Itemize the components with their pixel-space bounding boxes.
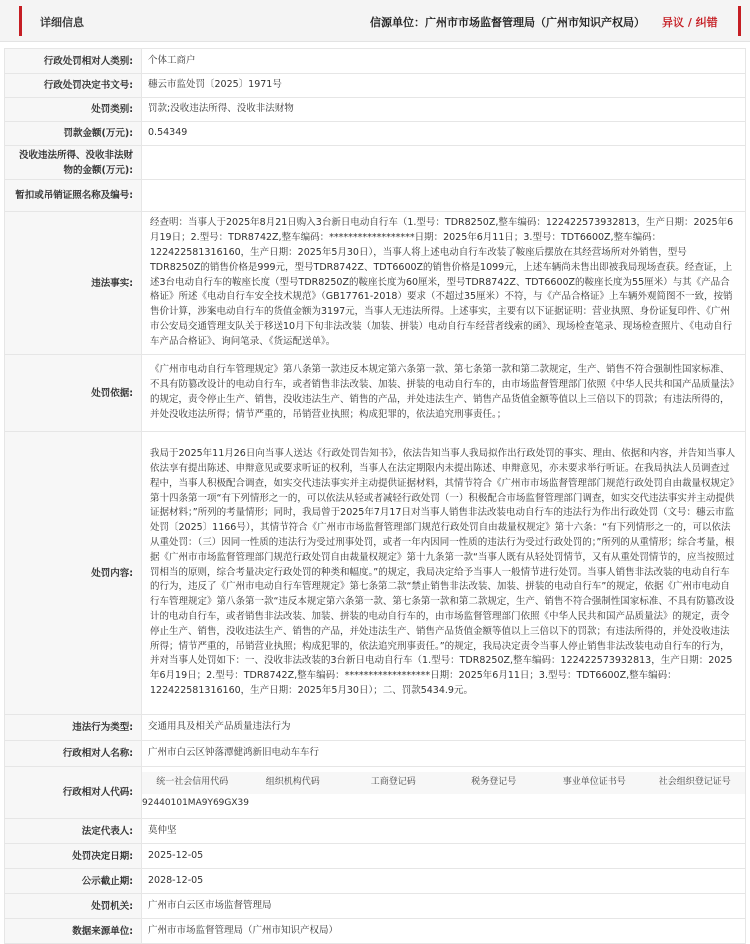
row-penalty-basis: [5, 355, 746, 432]
field-value: 2028-12-05: [142, 869, 746, 894]
field-label: 处罚决定日期:: [5, 844, 142, 869]
field-label: 暂扣或吊销证照名称及编号:: [5, 180, 142, 212]
field-label: 行政相对人代码:: [5, 767, 142, 819]
field-value: 广州市白云区钟落潭健鸿新旧电动车车行: [142, 741, 746, 767]
row-penalty-content: [5, 432, 746, 715]
row-penalty-authority: [5, 894, 746, 919]
field-value: [142, 180, 746, 212]
field-label: 没收违法所得、没收非法财物的金额(万元):: [5, 146, 142, 180]
field-value: 广州市市场监督管理局（广州市知识产权局）: [142, 919, 746, 944]
code-header: 统一社会信用代码: [142, 772, 243, 794]
field-label: 处罚依据:: [5, 355, 142, 432]
field-label: 处罚内容:: [5, 432, 142, 715]
row-data-source: [5, 919, 746, 944]
field-label: 违法行为类型:: [5, 715, 142, 741]
institution-cert-value: [544, 794, 645, 814]
field-value: 经查明：当事人于2025年8月21日购入3台新日电动自行车（1.型号：TDR8250Z,整车编码：122422573932813，生产日期：2025年6月19日；2.型号：TDR8742Z,整车编码：******************日期：2025年6月11日；3.型号：TDT6600Z,整车编码：122422581316160，生产日期：2025年5月30日），当事人将上述电动自行车改装了鞍座后摆放在其经营场所对外销售，型号TDR8250Z的销售价格是999元，型号TDR8742Z、TDT6600Z的销售价格是1099元，上述车辆尚未售出即被我局现场查获。经查证，上述3台电动自行车的鞍座长度（型号TDR8250Z的鞍座长度为60厘米，型号TDR8742Z、TDT6600Z的鞍座长度为55厘米）与其《产品合格证》所述《电动自行车安全技术规范》（GB17761-2018）要求（不超过35厘米）不符，与《产品合格证》上车辆外观简图不一致，按销售价计算，涉案电动自行车的货值金额为3197元，当事人无违法所得。上述事实，主要有以下证据证明：营业执照、身份证复印件、《广州市公安局交通管理支队关于移送10月下旬非法改装（加装、拼装）电动自行车经营者线索的函》、现场检查笔录、现场检查照片、《电动自行车产品合格证》、询问笔录、《货运配送单》。: [142, 212, 746, 355]
row-violation-type: [5, 715, 746, 741]
code-header: 社会组织登记证号: [645, 772, 746, 794]
field-value: 2025-12-05: [142, 844, 746, 869]
field-value: 罚款;没收违法所得、没收非法财物: [142, 98, 746, 122]
field-label: 行政处罚相对人类别:: [5, 49, 142, 74]
code-header: 事业单位证书号: [544, 772, 645, 794]
row-penalty-category: [5, 98, 746, 122]
field-label: 行政相对人名称:: [5, 741, 142, 767]
codes-table: [142, 772, 745, 814]
field-value: 莫仲坚: [142, 819, 746, 844]
field-label: 法定代表人:: [5, 819, 142, 844]
field-label: 处罚类别:: [5, 98, 142, 122]
field-value: 广州市白云区市场监督管理局: [142, 894, 746, 919]
detail-table: [4, 48, 746, 944]
field-value: 《广州市电动自行车管理规定》第八条第一款违反本规定第六条第一款、第七条第一款和第二款规定，生产、销售不符合强制性国家标准、不具有防篡改设计的电动自行车，或者销售非法改装、加装、拼装的电动自行车的，由市场监督管理部门依照《中华人民共和国产品质量法》的规定，责令停止生产、销售，没收违法生产、销售的产品，并处违法生产、销售产品货值金额等值以上三倍以下的罚款；有违法所得的，并处没收违法所得；情节严重的，吊销营业执照；构成犯罪的，依法追究刑事责任。；: [142, 355, 746, 432]
header-issuer: 信源单位：广州市市场监督管理局（广州市知识产权局）: [370, 16, 645, 29]
row-party-codes: [5, 767, 746, 819]
codes-value-row: [142, 794, 745, 814]
report-error-link[interactable]: 异议 / 纠错: [662, 16, 718, 29]
row-license-revocation: [5, 180, 746, 212]
code-header: 税务登记号: [444, 772, 545, 794]
field-label: 违法事实:: [5, 212, 142, 355]
row-party-name: [5, 741, 746, 767]
codes-cell: [142, 767, 746, 819]
org-code-value: [243, 794, 344, 814]
header-title: 详细信息: [40, 16, 84, 29]
header-right-bar: [738, 6, 741, 36]
row-decision-date: [5, 844, 746, 869]
field-label: 公示截止期:: [5, 869, 142, 894]
field-label: 罚款金额(万元):: [5, 122, 142, 146]
field-value: 0.54349: [142, 122, 746, 146]
detail-header: [0, 0, 750, 42]
code-header: 工商登记码: [343, 772, 444, 794]
row-fine-amount: [5, 122, 746, 146]
row-publicity-deadline: [5, 869, 746, 894]
field-value: [142, 146, 746, 180]
social-org-value: [645, 794, 746, 814]
credit-code-value: 92440101MA9Y69GX39: [142, 798, 249, 809]
business-reg-value: [343, 794, 444, 814]
field-label: 数据来源单位:: [5, 919, 142, 944]
row-violation-facts: [5, 212, 746, 355]
row-decision-number: [5, 74, 746, 98]
tax-reg-value: [444, 794, 545, 814]
row-party-category: [5, 49, 746, 74]
codes-header-row: [142, 772, 745, 794]
code-header: 组织机构代码: [243, 772, 344, 794]
row-legal-rep: [5, 819, 746, 844]
field-label: 处罚机关:: [5, 894, 142, 919]
row-confiscation-amount: [5, 146, 746, 180]
field-value: 交通用具及相关产品质量违法行为: [142, 715, 746, 741]
header-accent-bar: [19, 6, 22, 36]
field-label: 行政处罚决定书文号:: [5, 74, 142, 98]
field-value: 个体工商户: [142, 49, 746, 74]
field-value: 我局于2025年11月26日向当事人送达《行政处罚告知书》，依法告知当事人我局拟作出行政处罚的事实、理由、依据和内容，并告知当事人依法享有提出陈述、申辩意见或要求听证的权利，当事人在法定期限内未提出陈述、申辩意见，亦未要求举行听证。在我局执法人员调查过程中，当事人积极配合调查，如实交代违法事实并主动提供证据材料，其情节符合《广州市市场监督管理部门规范行政处罚自由裁量权规定》第十四条第一项“有下列情形之一的，可以依法从轻或者减轻行政处罚（一）积极配合市场监督管理部门调查，如实交代违法事实并主动提供证据材料；”所列的考量情形；同时，我局曾于2025年7月17日对当事人销售非法改装电动自行车的违法行为作出行政处罚（文号：穗云市监处罚〔2025〕1166号），其情节符合《广州市市场监督管理部门规范行政处罚自由裁量权规定》第十六条：“有下列情形之一的，可以依法从重处罚：（三）因同一性质的违法行为受过刑事处罚，或者一年内因同一性质的违法行为受过行政处罚的；”所列的从重情形；综合考量，根据《广州市市场监督管理部门规范行政处罚自由裁量权规定》第十九条第一款“当事人既有从轻处罚情节，又有从重处罚情节的，应当按照过罚相当的原则，综合考量决定行政处罚的种类和幅度。”的规定，我局决定给予当事人一般情节进行处罚。当事人销售非法改装的电动自行车的行为，违反了《广州市电动自行车管理规定》第七条第二款“禁止销售非法改装、加装、拼装的电动自行车”的规定，依据《广州市电动自行车管理规定》第八条第一款“违反本规定第六条第一款、第七条第一款和第二款规定，生产、销售不符合强制性国家标准、不具有防篡改设计的电动自行车，或者销售非法改装、加装、拼装的电动自行车的，由市场监督管理部门依照《中华人民共和国产品质量法》的规定，责令停止生产、销售，没收违法生产、销售的产品，并处违法生产、销售产品货值金额等值以上三倍以下的罚款；有违法所得的，并处没收违法所得；情节严重的，吊销营业执照；构成犯罪的，依法追究刑事责任。”的规定，我局决定责令当事人停止销售非法改装电动自行车的行为，并对当事人处罚如下：一、没收非法改装的3台新日电动自行车（1.型号：TDR8250Z,整车编码：122422573932813，生产日期：2025年6月19日；2.型号：TDR8742Z,整车编码：******************日期：2025年6月11日；3.型号：TDT6600Z,整车编码：122422581316160，生产日期：2025年5月30日）；二、罚款5434.9元。: [142, 432, 746, 715]
field-value: 穗云市监处罚〔2025〕1971号: [142, 74, 746, 98]
